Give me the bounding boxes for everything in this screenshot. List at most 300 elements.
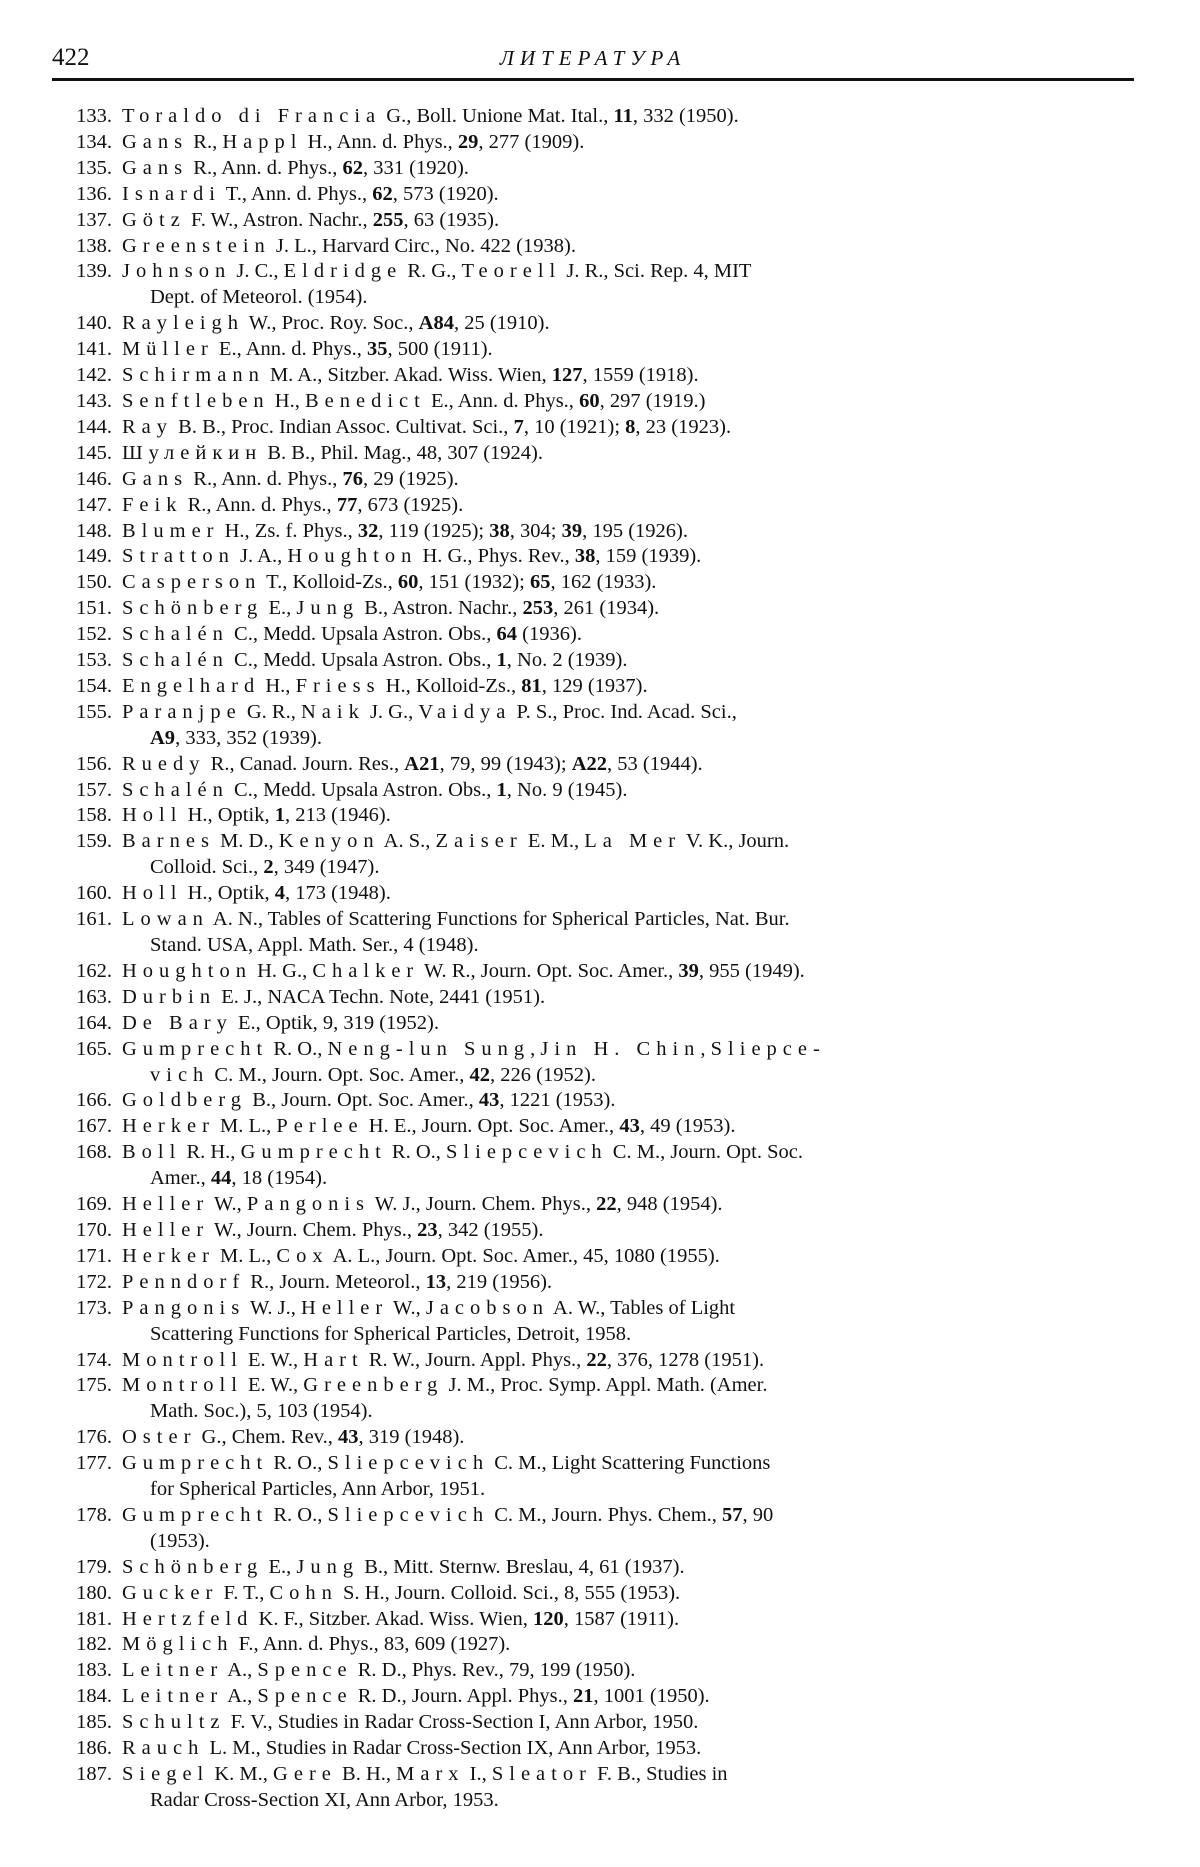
volume-number: 2 [263,856,274,879]
citation-text: C., Medd. Upsala Astron. Obs., [228,649,497,672]
reference-number: 159. [76,830,112,853]
reference-number: 181. [76,1607,112,1630]
reference-entry [52,1088,1136,1114]
volume-number: 39 [678,959,699,982]
author-name: Stratton [122,545,235,568]
citation-text: F., Ann. d. Phys., 83, 609 (1927). [233,1633,511,1656]
reference-entry [52,156,1136,182]
reference-line [122,1348,1136,1374]
reference-entry [52,700,1136,752]
citation-text: Dept. of Meteorol. (1954). [150,286,368,309]
reference-entry [52,234,1136,260]
citation-text: R. D., Journ. Appl. Phys., [352,1685,573,1708]
reference-text [122,1555,1136,1581]
citation-text: H., [260,674,296,697]
reference-line [122,544,1136,570]
author-name: Holl [122,882,183,905]
reference-number: 161. [76,908,112,931]
author-name: Müller [122,338,214,361]
citation-text: S. H., Journ. Colloid. Sci., 8, 555 (1953). [337,1581,681,1604]
citation-text: Stand. USA, Appl. Math. Ser., 4 (1948). [150,934,479,956]
reference-entry [52,985,1136,1011]
citation-text: W., Proc. Roy. Soc., [244,312,419,335]
citation-text: , 277 (1909). [478,130,585,153]
author-name: Gucker [122,1581,219,1604]
citation-text: G. R., [241,700,301,723]
reference-number: 157. [76,778,112,801]
citation-text: B., Astron. Nachr., [359,597,523,620]
reference-number: 141. [76,338,112,361]
citation-text: B., Journ. Opt. Soc. Amer., [247,1089,479,1112]
citation-text: , 1221 (1953). [499,1089,616,1112]
reference-line [122,622,1136,648]
author-name: Goldberg [122,1089,248,1112]
citation-text: , 63 (1935). [403,208,500,231]
volume-number: 64 [496,623,518,646]
volume-number: 76 [342,467,363,490]
reference-line [122,855,1136,881]
citation-text: R., Ann. d. Phys., [188,156,343,179]
reference-line [122,259,1136,285]
citation-text: C. M., Light Scattering Functions [489,1452,771,1475]
reference-line [122,363,1136,389]
author-name: Möglich [122,1633,234,1656]
citation-text: B. B., Proc. Indian Assoc. Cultivat. Sci., [173,415,514,438]
citation-text: Scattering Functions for Spherical Particles, Detroit, 1958. [150,1322,632,1345]
reference-number: 179. [76,1555,112,1578]
volume-number: 22 [596,1193,617,1216]
citation-text: , 213 (1946). [284,804,391,827]
page-number: 422 [52,44,90,71]
author-name: Rayleigh [122,312,245,335]
reference-number: 170. [76,1218,112,1241]
citation-text: , No. 2 (1939). [506,649,628,672]
author-name: Penndorf [122,1270,246,1293]
reference-text [122,570,1136,596]
reference-line [122,311,1136,337]
citation-text: F. T., [218,1581,270,1604]
citation-text: Colloid. Sci., [150,856,264,879]
volume-number: 81 [521,674,542,697]
citation-text: H., Optik, [182,882,275,905]
citation-text: , 332 (1950). [632,105,739,127]
author-name: Toraldo di Francia [122,105,382,127]
reference-entry [52,752,1136,778]
reference-text [122,1581,1136,1607]
citation-text: G., Boll. Unione Mat. Ital., [381,105,614,127]
volume-number: 7 [513,415,524,438]
volume-number: 120 [532,1607,564,1630]
author-name: Schalén [122,778,229,801]
reference-line [122,1063,1136,1089]
citation-text: M. A., Sitzber. Akad. Wiss. Wien, [264,364,552,387]
author-name: Lowan [122,908,209,931]
reference-number: 163. [76,985,112,1008]
author-name: La Mer [584,830,682,853]
volume-number: 4 [274,882,285,905]
author-name: Isnardi [122,182,221,205]
reference-list [52,104,1136,1814]
author-name: Sliepce- [710,1037,826,1060]
reference-line [122,1399,1136,1425]
reference-line [122,1451,1136,1477]
citation-text: , 25 (1910). [453,312,550,335]
reference-text [122,1736,1136,1762]
reference-entry [52,1555,1136,1581]
reference-text [122,1373,1136,1425]
reference-number: 140. [76,312,112,335]
author-name: Feik [122,493,183,516]
citation-text: , [700,1037,711,1060]
volume-number: 39 [561,519,583,542]
author-name: Engelhard [122,674,261,697]
reference-text [122,829,1136,881]
author-name: Gans [122,156,189,179]
reference-number: 176. [76,1426,112,1449]
citation-text: , [530,1037,541,1060]
citation-text: E., [263,597,297,620]
citation-text: , 1001 (1950). [593,1685,710,1708]
reference-line [122,1218,1136,1244]
volume-number: 62 [372,182,393,205]
citation-text: C. M., Journ. Opt. Soc. [607,1141,804,1164]
citation-text: B. H., [336,1763,397,1785]
reference-text [122,1348,1136,1374]
reference-entry [52,1244,1136,1270]
reference-entry [52,1607,1136,1633]
reference-line [122,1011,1136,1037]
citation-text: , 151 (1932); [418,571,530,594]
reference-text [122,389,1136,415]
citation-text: R. W., Journ. Appl. Phys., [363,1348,587,1371]
reference-entry [52,778,1136,804]
reference-line [122,1607,1136,1633]
citation-text: E. M., [522,830,585,853]
reference-entry [52,441,1136,467]
author-name: Sliepcevich [446,1141,608,1164]
citation-text: , 349 (1947). [273,856,380,879]
reference-text [122,1270,1136,1296]
author-name: Ruedy [122,752,206,775]
reference-number: 138. [76,234,112,257]
reference-text [122,803,1136,829]
reference-text [122,907,1136,959]
citation-text: H. E., Journ. Opt. Soc. Amer., [363,1115,620,1138]
reference-line [122,1503,1136,1529]
citation-text: , 79, 99 (1943); [439,752,572,775]
citation-text: Radar Cross-Section XI, Ann Arbor, 1953. [150,1788,499,1811]
citation-text: , 261 (1934). [553,597,660,620]
citation-text: R. O., [268,1452,328,1475]
volume-number: 60 [397,571,419,594]
reference-number: 153. [76,649,112,672]
reference-line [122,285,1136,311]
author-name: Houghton [287,545,418,568]
reference-number: 182. [76,1633,112,1656]
citation-text: T., Kolloid-Zs., [261,571,398,594]
reference-line [122,182,1136,208]
author-name: Casperson [122,571,262,594]
author-name: Cox [276,1244,329,1267]
reference-number: 134. [76,130,112,153]
volume-number: 253 [522,597,554,620]
volume-number: 255 [372,208,404,231]
author-name: Leitner [122,1659,224,1682]
reference-number: 152. [76,623,112,646]
author-name: Neng-lun Sung [327,1037,531,1060]
reference-line [122,700,1136,726]
citation-text: J. C., [231,260,284,283]
citation-text: В. В., Phil. Mag., 48, 307 (1924). [262,441,543,464]
reference-line [122,1710,1136,1736]
reference-entry [52,208,1136,234]
reference-line [122,1632,1136,1658]
author-name: Ray [122,415,174,438]
reference-text [122,337,1136,363]
citation-text: E. W., [242,1374,304,1397]
citation-text: H. G., [252,959,313,982]
reference-entry [52,674,1136,700]
citation-text: H. G., Phys. Rev., [417,545,575,568]
citation-text: F. V., Studies in Radar Cross-Section I, Ann Arbor, 1950. [225,1711,699,1734]
reference-number: 160. [76,882,112,905]
author-name: Greenstein [122,234,271,257]
reference-entry [52,1011,1136,1037]
citation-text: , 331 (1920). [363,156,469,179]
author-name: Gere [273,1763,337,1785]
volume-number: 43 [478,1089,500,1112]
author-name: Rauch [122,1737,205,1760]
reference-number: 150. [76,571,112,594]
reference-line [122,1555,1136,1581]
author-name: Hertzfeld [122,1607,254,1630]
reference-entry [52,1270,1136,1296]
citation-text: L. M., Studies in Radar Cross-Section IX, Ann Arbor, 1953. [204,1737,702,1760]
reference-text [122,234,1136,260]
author-name: Oster [122,1426,197,1449]
reference-text [122,1114,1136,1140]
reference-text [122,881,1136,907]
citation-text: , 333, 352 (1939). [175,726,322,749]
reference-number: 167. [76,1115,112,1138]
author-name: Happl [222,130,303,153]
reference-text [122,259,1136,311]
reference-line [122,104,1136,130]
author-name: Zaiser [435,830,523,853]
author-name: Johnson [122,260,232,283]
reference-text [122,311,1136,337]
reference-entry [52,259,1136,311]
author-name: Herker [122,1244,215,1267]
reference-number: 175. [76,1374,112,1397]
reference-number: 139. [76,260,112,283]
author-name: Schönberg [122,597,264,620]
reference-line [122,389,1136,415]
reference-text [122,467,1136,493]
author-name: Cohn [269,1581,338,1604]
citation-text: for Spherical Particles, Ann Arbor, 1951. [150,1478,486,1501]
author-name: Jung [296,1555,360,1578]
author-name: Boll [122,1141,182,1164]
reference-text [122,1684,1136,1710]
reference-line [122,441,1136,467]
citation-text: , 226 (1952). [490,1063,596,1086]
reference-line [122,881,1136,907]
volume-number: 43 [619,1115,640,1138]
reference-entry [52,1581,1136,1607]
author-name: Kenyon [278,830,380,853]
reference-line [122,130,1136,156]
citation-text: J. G., [364,700,419,723]
reference-number: 186. [76,1737,112,1760]
citation-text: R., Ann. d. Phys., [188,467,343,490]
volume-number: 42 [469,1063,491,1086]
reference-text [122,363,1136,389]
citation-text: P. S., Proc. Ind. Acad. Sci., [511,700,737,723]
reference-number: 149. [76,545,112,568]
author-name: Schultz [122,1711,226,1734]
reference-number: 166. [76,1089,112,1112]
author-name: Marx [396,1763,465,1785]
volume-number: 29 [457,130,479,153]
author-name: Schalén [122,649,229,672]
reference-number: 177. [76,1452,112,1475]
reference-line [122,234,1136,260]
reference-line [122,208,1136,234]
reference-entry [52,1296,1136,1348]
reference-line [122,415,1136,441]
reference-entry [52,1192,1136,1218]
reference-entry [52,1762,1136,1814]
reference-entry [52,1503,1136,1555]
reference-line [122,1037,1136,1063]
reference-entry [52,363,1136,389]
volume-number: 35 [367,338,388,361]
reference-entry [52,389,1136,415]
reference-line [122,1166,1136,1192]
author-name: Gumprecht [122,1452,269,1475]
reference-text [122,674,1136,700]
citation-text: I., [464,1763,492,1785]
reference-entry [52,493,1136,519]
citation-text: C., Medd. Upsala Astron. Obs., [228,778,497,801]
citation-text: R., Canad. Journ. Res., [205,752,405,775]
citation-text: M. D., [214,830,279,853]
volume-number: 1 [496,649,507,672]
reference-text [122,622,1136,648]
reference-line [122,1114,1136,1140]
citation-text: , 500 (1911). [387,338,493,361]
reference-number: 173. [76,1296,112,1319]
author-name: Jung [296,597,360,620]
reference-entry [52,104,1136,130]
volume-number: 62 [342,156,363,179]
citation-text: J. R., Sci. Rep. 4, MIT [561,260,752,283]
citation-text: M. L., [214,1244,277,1267]
volume-number: 22 [586,1348,607,1371]
author-name: Holl [122,804,183,827]
reference-text [122,1762,1136,1814]
volume-number: 65 [530,571,551,594]
citation-text: , 53 (1944). [607,752,703,775]
reference-line [122,648,1136,674]
reference-text [122,104,1136,130]
author-name: Pangonis [246,1193,371,1216]
citation-text: R. H., [181,1141,241,1164]
reference-number: 183. [76,1659,112,1682]
reference-line [122,1684,1136,1710]
reference-number: 155. [76,700,112,723]
reference-text [122,1451,1136,1503]
author-name: Blumer [122,519,220,542]
reference-line [122,1736,1136,1762]
citation-text: H., Zs. f. Phys., [219,519,358,542]
citation-text: C. M., Journ. Phys. Chem., [489,1503,723,1526]
volume-number: 77 [336,493,358,516]
reference-entry [52,1425,1136,1451]
reference-text [122,1710,1136,1736]
citation-text: J. A., [234,545,288,568]
volume-number: 13 [425,1270,447,1293]
reference-text [122,415,1136,441]
reference-text [122,544,1136,570]
reference-entry [52,1218,1136,1244]
citation-text: , No. 9 (1945). [506,778,628,801]
volume-number: 23 [417,1218,438,1241]
citation-text: R. G., [402,260,462,283]
citation-text: M. L., [214,1115,277,1138]
author-name: Sleator [491,1763,592,1785]
reference-entry [52,544,1136,570]
author-name: Sliepcevich [327,1503,490,1526]
reference-entry [52,182,1136,208]
reference-number: 144. [76,415,112,438]
author-name: Vaidya [418,700,512,723]
volume-number: 11 [613,105,633,127]
volume-number: 8 [625,415,636,438]
reference-number: 135. [76,156,112,179]
citation-text: , 162 (1933). [550,571,657,594]
reference-line [122,803,1136,829]
reference-number: 158. [76,804,112,827]
citation-text: H., Optik, [182,804,275,827]
citation-text: , 1587 (1911). [563,1607,680,1630]
reference-line [122,1088,1136,1114]
author-name: Götz [122,208,186,231]
citation-text: H., Kolloid-Zs., [380,674,522,697]
reference-entry [52,829,1136,881]
author-name: Spence [257,1659,353,1682]
author-name: Jin H. Chin [540,1037,701,1060]
reference-entry [52,1140,1136,1192]
reference-text [122,1037,1136,1089]
reference-text [122,519,1136,545]
reference-text [122,1296,1136,1348]
reference-entry [52,570,1136,596]
citation-text: G., Chem. Rev., [196,1426,338,1449]
volume-number: 127 [551,364,583,387]
author-name: Friess [295,674,381,697]
author-name: Hart [303,1348,364,1371]
author-name: Houghton [122,959,252,982]
reference-number: 165. [76,1037,112,1060]
author-name: Gans [122,467,189,490]
reference-text [122,700,1136,752]
author-name: Siegel [122,1763,210,1785]
reference-entry [52,415,1136,441]
volume-number: 43 [338,1426,359,1449]
citation-text: E., [263,1555,297,1578]
